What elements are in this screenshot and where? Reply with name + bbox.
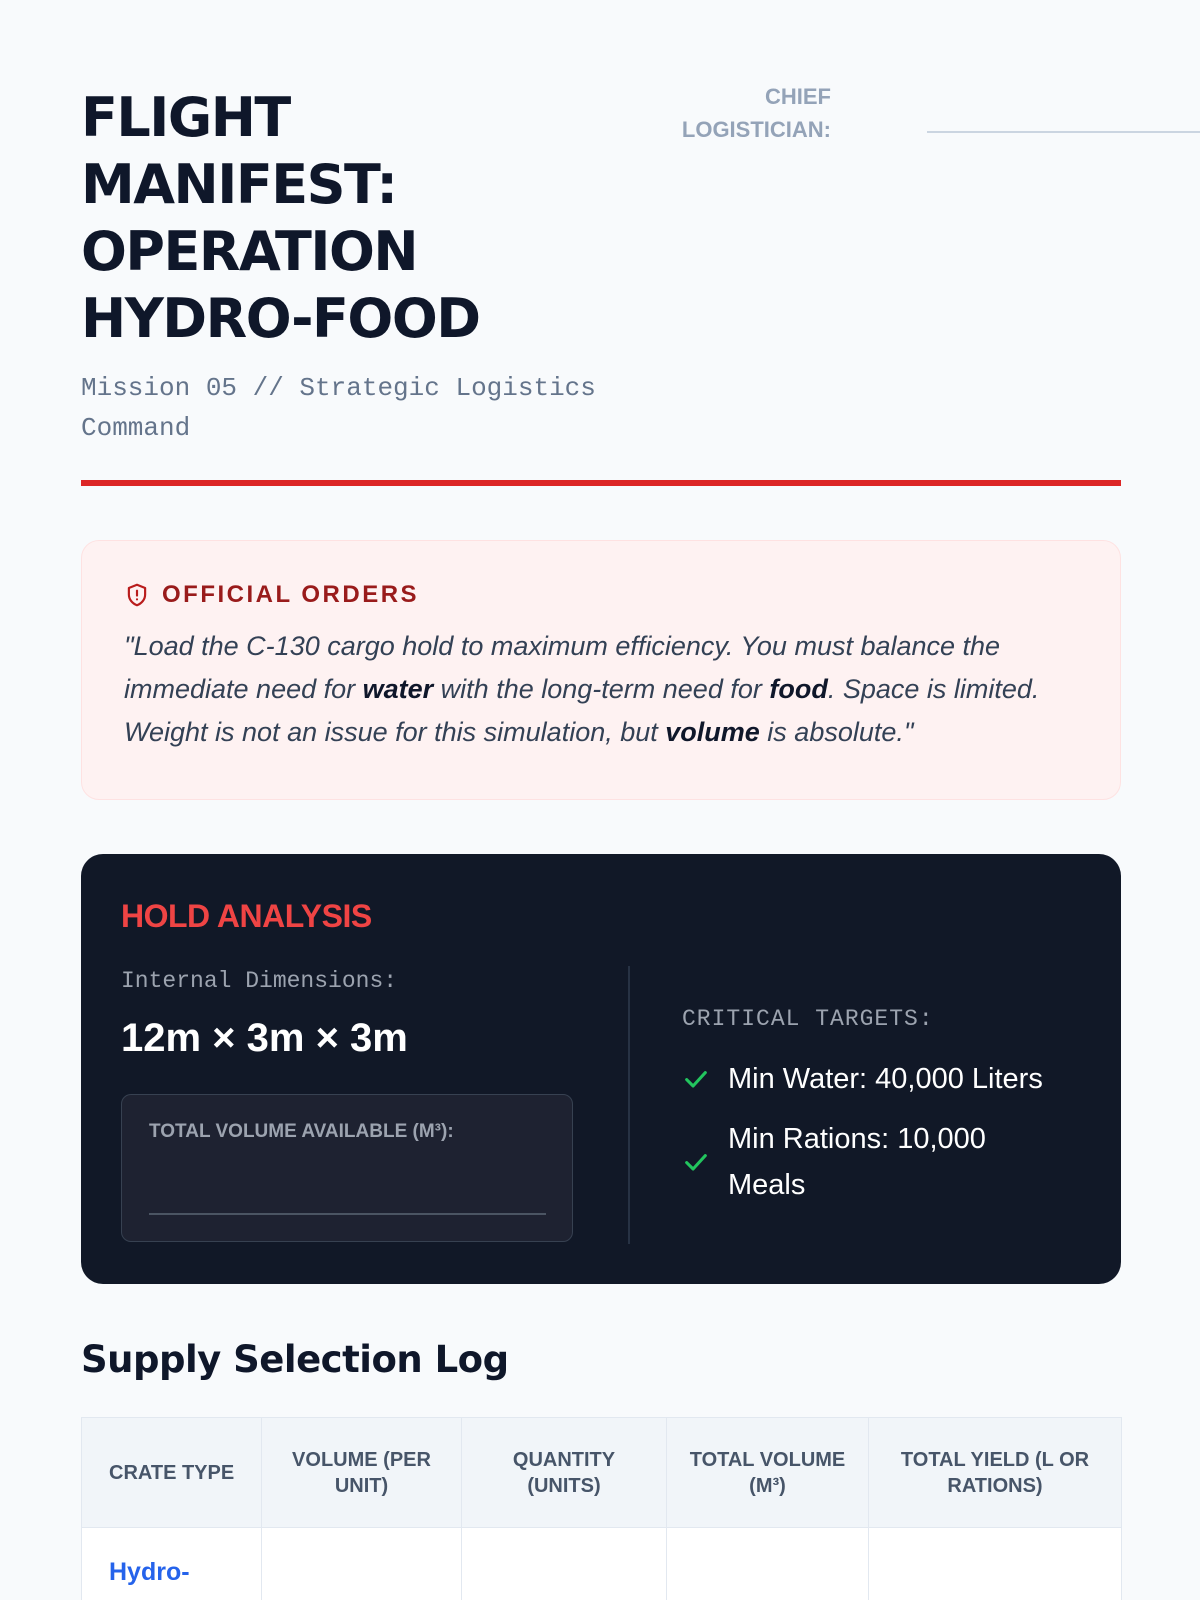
target-text-water: Min Water: 40,000 Liters [728, 1063, 1043, 1095]
table-row [82, 1528, 1122, 1600]
crate-type-name: Hydro- [109, 1558, 190, 1586]
signature-line[interactable] [927, 131, 1200, 133]
orders-header [124, 579, 1078, 611]
title-line-1: FLIGHT [81, 86, 290, 149]
total-volume-box [121, 1094, 573, 1242]
signature-label: CHIEF LOGISTICIAN: [681, 84, 831, 142]
orders-bold-volume: volume [665, 717, 760, 747]
orders-text [124, 625, 1078, 754]
column-header-volume-per-unit: VOLUME (PER UNIT) [262, 1418, 462, 1528]
internal-dimensions-value: 12m × 3m × 3m [121, 1016, 408, 1060]
header-divider [81, 480, 1121, 486]
supply-selection-table [81, 1417, 1122, 1600]
critical-targets-label: CRITICAL TARGETS: [682, 1006, 934, 1032]
title-block [81, 84, 681, 448]
internal-dimensions-label: Internal Dimensions: [121, 968, 398, 994]
target-item-rations [682, 1112, 1028, 1212]
orders-text-part-3: . Space is limited. Weight is not an issue for this simulation, but [124, 674, 1040, 747]
orders-text-part-2: with the long-term need for [433, 674, 770, 704]
cell-total-yield[interactable] [869, 1528, 1122, 1600]
table-header-row [82, 1418, 1122, 1528]
total-volume-label: TOTAL VOLUME AVAILABLE (M³): [149, 1121, 454, 1142]
title-line-4: HYDRO-FOOD [81, 287, 480, 350]
orders-bold-food: food [769, 674, 828, 704]
column-header-total-yield: TOTAL YIELD (L OR RATIONS) [869, 1418, 1122, 1528]
column-header-total-volume: TOTAL VOLUME (M³) [667, 1418, 869, 1528]
orders-title: OFFICIAL ORDERS [162, 581, 420, 608]
orders-text-part-4: is absolute." [759, 717, 914, 747]
page-subtitle: Mission 05 // Strategic Logistics Command [81, 373, 596, 443]
shield-alert-icon [124, 582, 150, 608]
manifest-header [81, 0, 1121, 488]
cell-crate-type [82, 1528, 262, 1600]
hold-analysis-title: HOLD ANALYSIS [121, 898, 372, 934]
hold-divider [628, 966, 630, 1244]
column-header-quantity: QUANTITY (UNITS) [462, 1418, 667, 1528]
check-icon [682, 1148, 710, 1176]
cell-volume-per-unit[interactable] [262, 1528, 462, 1600]
title-line-3: OPERATION [81, 220, 418, 283]
total-volume-field[interactable] [149, 1213, 546, 1215]
cell-total-volume[interactable] [667, 1528, 869, 1600]
orders-bold-water: water [362, 674, 434, 704]
manifest-page [81, 0, 1121, 1586]
cell-quantity[interactable] [462, 1528, 667, 1600]
target-item-water [682, 1054, 1043, 1104]
supply-log-title: Supply Selection Log [81, 1338, 509, 1381]
orders-text-part-1: "Load the C-130 cargo hold to maximum efficiency. You must balance the immediate need for [124, 631, 1001, 704]
target-text-rations: Min Rations: 10,000 Meals [728, 1123, 986, 1201]
page-title [81, 84, 681, 352]
official-orders-card [81, 540, 1121, 800]
hold-analysis-card [81, 854, 1121, 1284]
check-icon [682, 1065, 710, 1093]
title-line-2: MANIFEST: [81, 153, 397, 216]
column-header-crate-type: CRATE TYPE [82, 1418, 262, 1528]
signature-block [671, 80, 1121, 150]
